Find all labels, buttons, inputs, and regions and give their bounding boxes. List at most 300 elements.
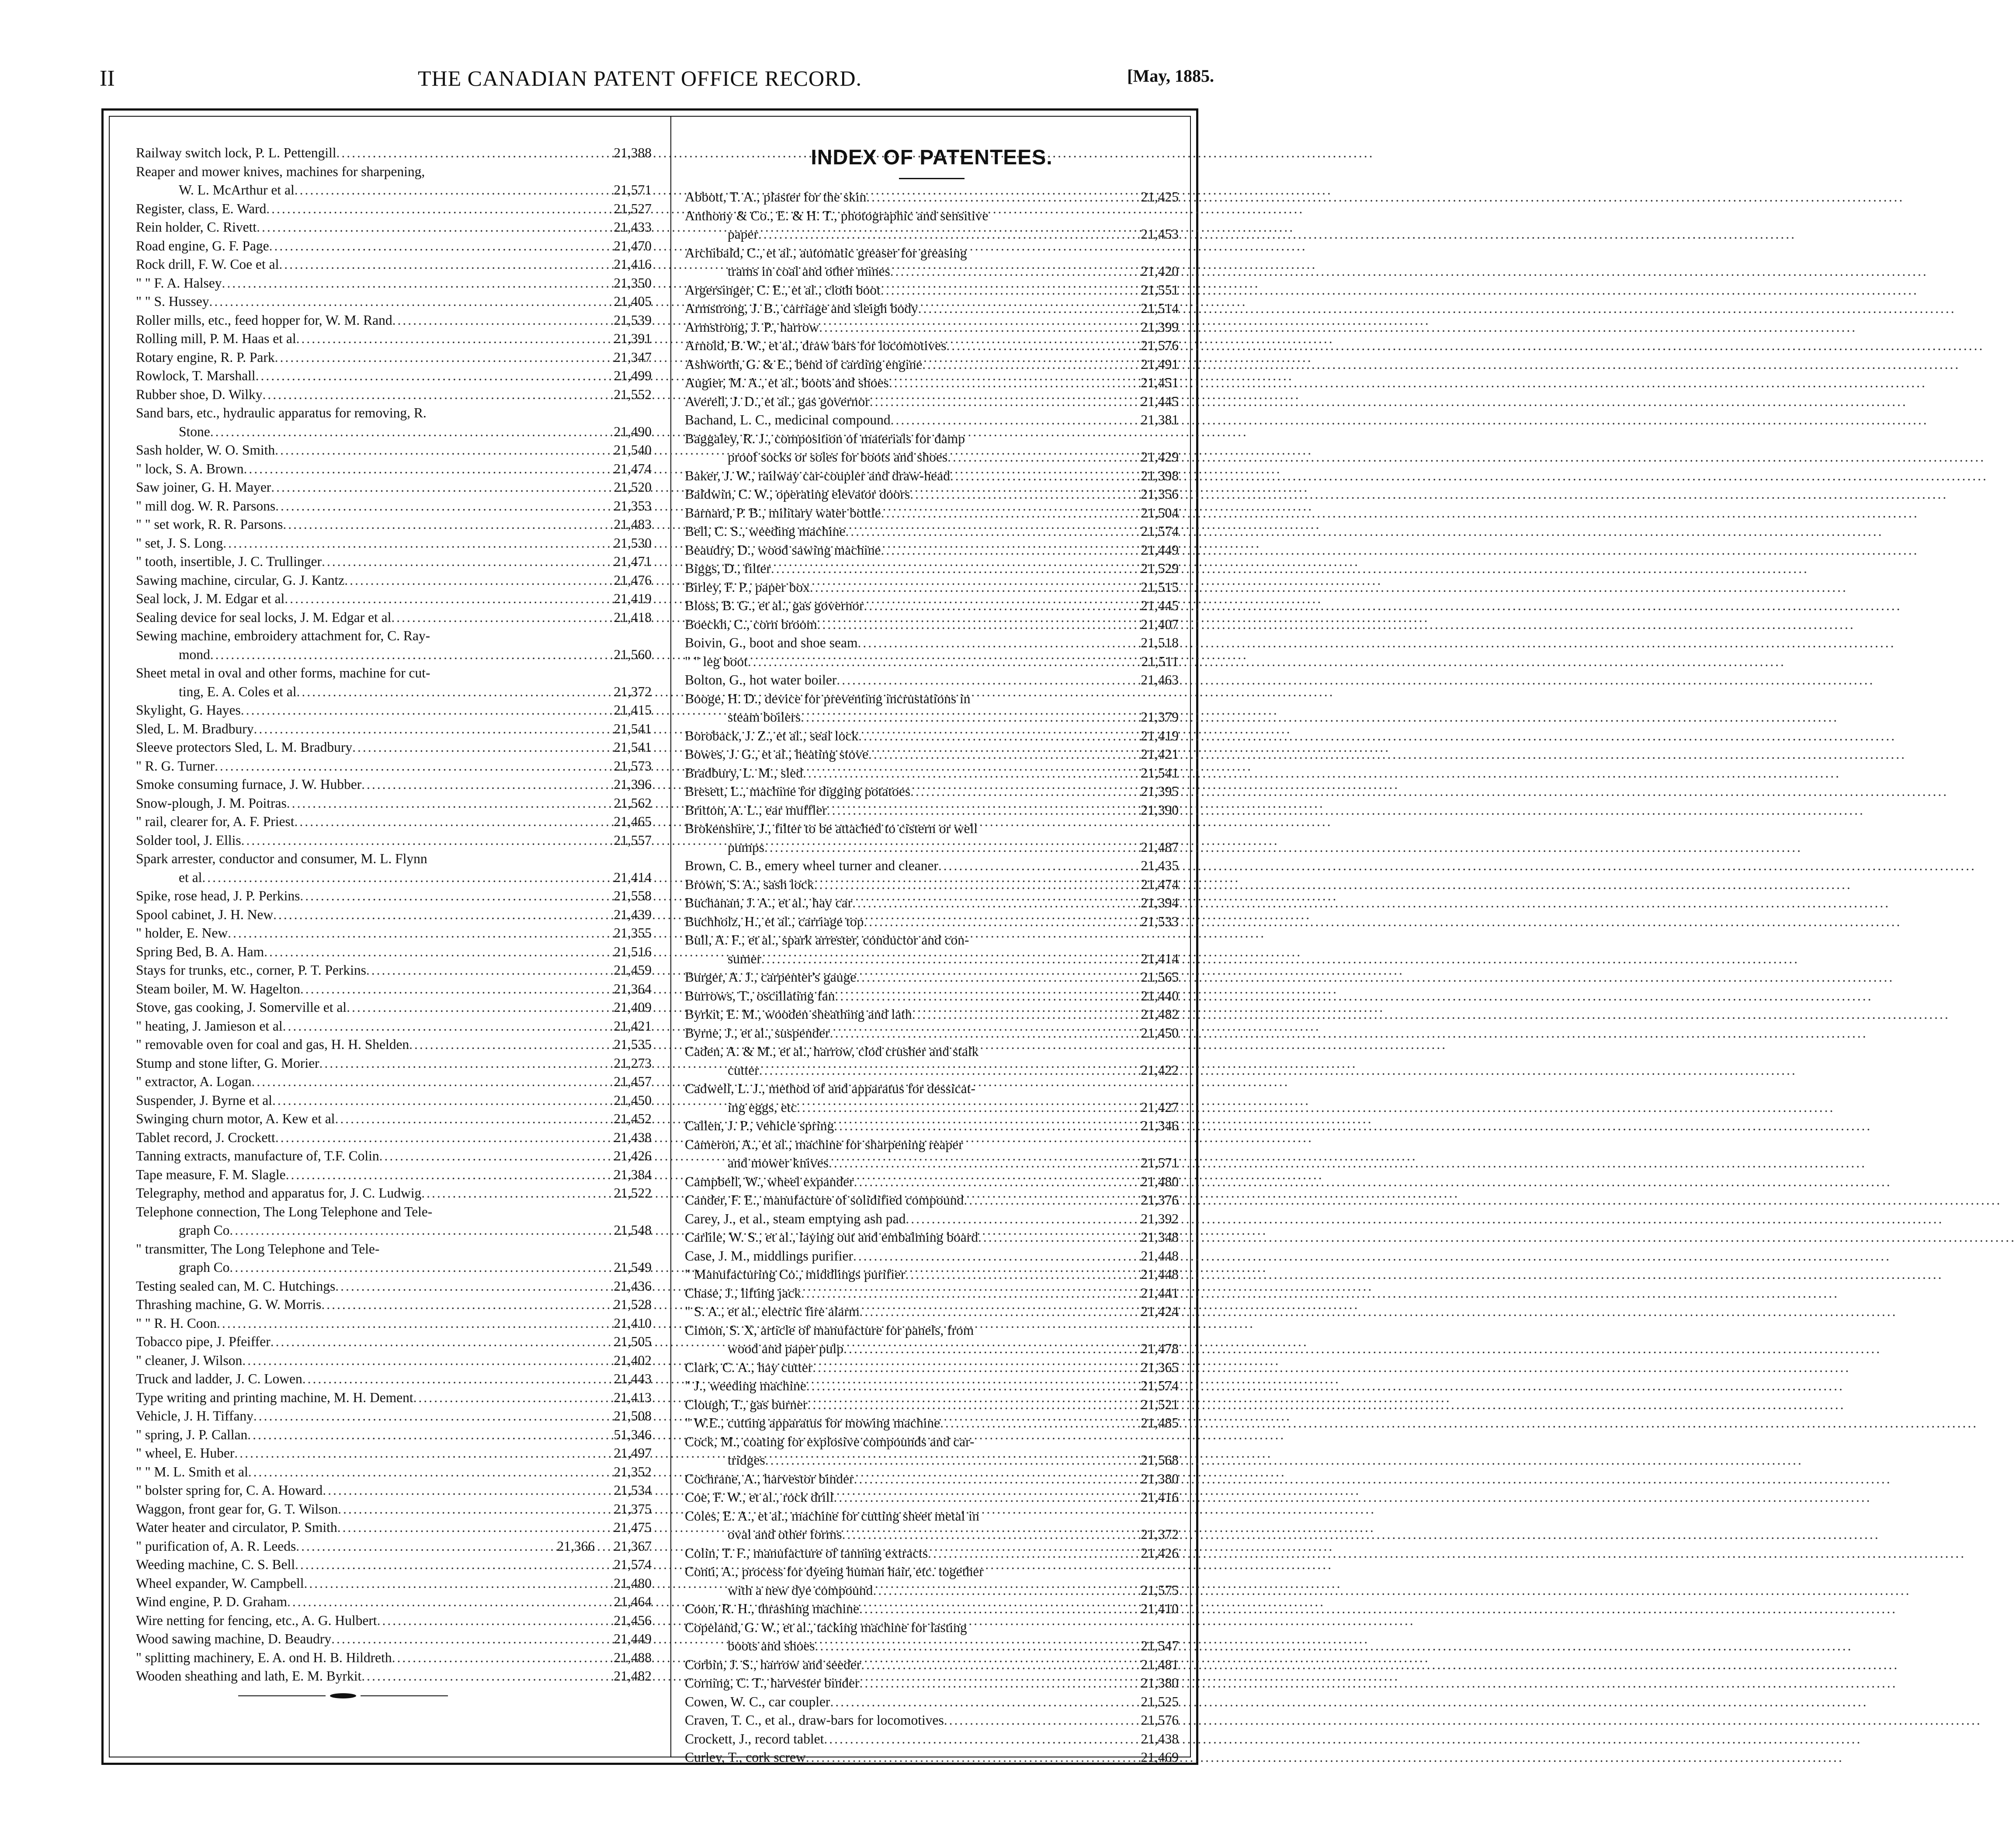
index-entry xyxy=(136,1035,652,1054)
entry-text: Smoke consuming furnace, J. W. Hubber xyxy=(136,777,362,792)
patent-number: 21,402 xyxy=(614,1352,652,1368)
dot-leader xyxy=(304,1574,595,1593)
index-entry xyxy=(136,1611,652,1630)
dot-leader xyxy=(223,534,595,553)
patent-number: 21,453 xyxy=(1141,226,1179,242)
entry-text: Type writing and printing machine, M. H. Dement xyxy=(136,1389,413,1405)
entry-text: et al xyxy=(179,869,202,885)
index-entry xyxy=(685,708,1179,727)
index-entry xyxy=(136,1463,652,1482)
entry-text: Baggaley, R. J., composition of materials for damp xyxy=(685,431,965,446)
patent-number: 21,547 xyxy=(1141,1638,1179,1653)
dot-leader xyxy=(279,255,595,274)
index-entry xyxy=(685,764,1179,783)
index-entry xyxy=(685,950,1179,969)
dot-leader xyxy=(858,727,1122,746)
patent-number: 21,438 xyxy=(1141,1731,1179,1747)
dot-leader xyxy=(758,225,1122,244)
dot-leader xyxy=(854,1173,1122,1191)
dot-leader xyxy=(392,311,595,330)
dot-leader xyxy=(870,392,1122,411)
index-entry xyxy=(136,181,652,200)
index-entry xyxy=(685,392,1179,411)
dot-leader xyxy=(271,1333,595,1351)
index-entry xyxy=(685,1674,1179,1693)
patent-number: 21,414 xyxy=(614,869,652,885)
index-entry xyxy=(685,1637,1179,1656)
entry-text: Archibald, C., et al., automatic greaser for greasing xyxy=(685,245,967,260)
patent-number: 21,450 xyxy=(1141,1025,1179,1041)
patent-number: 21,372 xyxy=(614,684,652,699)
patent-number: 21,480 xyxy=(614,1575,652,1591)
index-entry xyxy=(685,1098,1179,1117)
entry-text: Wire netting for fencing, etc., A. G. Hulbert xyxy=(136,1612,377,1628)
dot-leader xyxy=(302,1370,595,1389)
dot-leader xyxy=(835,987,1122,1006)
entry-text: Clough, T., gas burner xyxy=(685,1396,808,1412)
patent-number: 21,409 xyxy=(614,1000,652,1015)
entry-text: Averell, J. D., et al., gas governor xyxy=(685,393,870,409)
patent-number: 21,440 xyxy=(1141,988,1179,1004)
index-entry xyxy=(685,1340,1179,1358)
entry-text: Rolling mill, P. M. Haas et al xyxy=(136,331,296,346)
entry-text: " set, J. S. Long xyxy=(136,535,223,551)
index-entry xyxy=(685,857,1179,875)
dot-leader xyxy=(950,467,1122,486)
index-entry xyxy=(685,1302,1179,1321)
index-entry xyxy=(685,1154,1179,1173)
index-entry xyxy=(136,775,652,794)
patent-number: 21,459 xyxy=(614,962,652,978)
patent-number: 21,505 xyxy=(614,1334,652,1349)
dot-leader xyxy=(806,1377,1122,1396)
patent-number: 21,353 xyxy=(614,498,652,514)
patent-number: 21,557 xyxy=(614,832,652,848)
patent-number: 21,528 xyxy=(614,1297,652,1312)
entry-text: Rotary engine, R. P. Park xyxy=(136,349,275,365)
dot-leader xyxy=(275,497,595,516)
index-entry xyxy=(685,1507,1179,1526)
index-entry xyxy=(136,274,652,293)
patent-number: 21,465 xyxy=(614,814,652,829)
index-entry xyxy=(136,998,652,1017)
index-entry xyxy=(136,1240,652,1259)
entry-text: " " F. A. Halsey xyxy=(136,275,222,291)
dot-leader xyxy=(296,330,595,348)
patent-number: 21,511 xyxy=(1141,653,1179,669)
entry-text: Burger, A. J., carpenter's gauge xyxy=(685,969,857,985)
patent-number: 21,415 xyxy=(614,702,652,718)
index-entry xyxy=(136,330,652,348)
entry-text: Clark, C. A., hay cutter xyxy=(685,1359,813,1375)
patent-number: 21,379 xyxy=(1141,709,1179,725)
index-entry xyxy=(136,163,652,181)
patent-number: 21,372 xyxy=(1141,1527,1179,1542)
dot-leader xyxy=(824,1730,1122,1749)
index-entry xyxy=(685,894,1179,913)
patent-number: 21,410 xyxy=(614,1315,652,1331)
index-entry xyxy=(685,820,1179,838)
index-entry xyxy=(136,1426,652,1445)
entry-text: ing eggs, etc xyxy=(728,1099,797,1115)
entry-text: Brokenshire, J., filter to be attached to cistern or well xyxy=(685,821,978,836)
entry-text: " heating, J. Jamieson et al xyxy=(136,1018,283,1034)
entry-text: Water heater and circulator, P. Smith xyxy=(136,1520,337,1535)
patent-number: 21,485 xyxy=(1141,1415,1179,1431)
patent-number: 21,541 xyxy=(614,740,652,755)
dot-leader xyxy=(808,1396,1122,1414)
entry-text: Solder tool, J. Ellis xyxy=(136,832,241,848)
dot-leader xyxy=(881,541,1122,560)
entry-text: Stays for trunks, etc., corner, P. T. Perkins xyxy=(136,962,366,978)
entry-text: Vehicle, J. H. Tiffany xyxy=(136,1408,253,1424)
entry-text: " rail, clearer for, A. F. Priest xyxy=(136,814,295,829)
patent-number: 21,534 xyxy=(614,1483,652,1498)
entry-text: Cowen, W. C., car coupler xyxy=(685,1694,830,1709)
entry-text: cutter xyxy=(728,1062,759,1078)
dot-leader xyxy=(797,1098,1122,1117)
dot-leader xyxy=(801,1284,1122,1303)
dot-leader xyxy=(947,448,1122,467)
entry-text: " " leg boot xyxy=(685,653,748,669)
patent-number: 21,450 xyxy=(614,1092,652,1108)
entry-text: trams in coal and other mines xyxy=(728,264,890,279)
patent-number: 21,422 xyxy=(1141,1062,1179,1078)
patent-number: 21,365 xyxy=(1141,1359,1179,1375)
entry-text: " removable oven for coal and gas, H. H. Shelden xyxy=(136,1037,409,1052)
index-entry xyxy=(136,980,652,999)
dot-leader xyxy=(352,738,595,757)
patent-number: 21,348 xyxy=(1141,1229,1179,1245)
entry-text: Cameron, A., et al., machine for sharpening reaper xyxy=(685,1136,963,1152)
entry-text: Telephone connection, The Long Telephone and Tele- xyxy=(136,1204,433,1219)
entry-text: Saw joiner, G. H. Mayer xyxy=(136,479,271,495)
dot-leader xyxy=(928,1544,1122,1563)
dot-leader xyxy=(322,552,595,571)
patent-number: 21,549 xyxy=(614,1260,652,1275)
patent-number: 21,474 xyxy=(614,461,652,476)
index-entry xyxy=(136,813,652,831)
dot-leader xyxy=(228,924,595,943)
index-entry xyxy=(685,355,1179,374)
patent-number: 21,573 xyxy=(614,758,652,774)
index-entry xyxy=(685,597,1179,615)
patent-number: 21,435 xyxy=(1141,858,1179,873)
patent-number: 51,346 xyxy=(614,1427,652,1442)
patent-number: 21,533 xyxy=(1141,913,1179,929)
patent-number: 21,445 xyxy=(1141,598,1179,613)
entry-text: Skylight, G. Hayes xyxy=(136,702,241,718)
index-entry xyxy=(685,1451,1179,1470)
entry-text: Byrkit, E. M., wooden sheathing and lath xyxy=(685,1007,912,1022)
index-entry xyxy=(136,906,652,924)
index-entry xyxy=(136,460,652,479)
dot-leader xyxy=(229,1221,595,1240)
patent-number: 21,518 xyxy=(1141,635,1179,650)
dot-leader xyxy=(247,1426,595,1445)
patent-number: 21,452 xyxy=(614,1111,652,1126)
entry-text: Coles, E. A., et al., machine for cutting sheet metal in xyxy=(685,1508,979,1524)
index-entry xyxy=(685,1581,1179,1600)
index-entry xyxy=(685,1005,1179,1024)
dot-leader xyxy=(202,868,595,887)
index-entry xyxy=(685,448,1179,467)
dot-leader xyxy=(392,1649,595,1667)
patent-number: 21,515 xyxy=(1141,579,1179,595)
patent-number: 21,380 xyxy=(1141,1675,1179,1691)
index-entry xyxy=(136,1203,652,1222)
index-entry xyxy=(685,1042,1179,1061)
dot-leader xyxy=(253,1407,595,1426)
index-entry xyxy=(685,1080,1179,1098)
patent-number: 21,416 xyxy=(614,257,652,272)
dot-leader xyxy=(938,857,1122,875)
patent-number: 21,482 xyxy=(614,1668,652,1684)
index-entry xyxy=(136,497,652,516)
dot-leader xyxy=(217,1314,595,1333)
entry-text: Campbell, W., wheel expander xyxy=(685,1174,854,1189)
patent-number: 21,364 xyxy=(614,981,652,997)
entry-text: " S. A., et al., electric fire alarm xyxy=(685,1304,860,1319)
patent-number: 21,476 xyxy=(614,572,652,588)
dot-leader xyxy=(829,1154,1122,1173)
entry-text: Telegraphy, method and apparatus for, J. C. Ludwig xyxy=(136,1185,422,1201)
index-entry xyxy=(136,701,652,720)
patent-number: 21,541 xyxy=(1141,765,1179,781)
patent-number: 21,488 xyxy=(614,1649,652,1665)
patent-number: 21,394 xyxy=(1141,895,1179,910)
entry-text: " tooth, insertible, J. C. Trullinger xyxy=(136,554,322,569)
patent-number: 21,448 xyxy=(1141,1248,1179,1264)
dot-leader xyxy=(810,578,1122,597)
index-entry xyxy=(685,1061,1179,1080)
dot-leader xyxy=(271,478,595,497)
patent-number: 21,574 xyxy=(1141,1378,1179,1393)
index-entry xyxy=(136,1166,652,1184)
index-entry xyxy=(136,1277,652,1296)
index-entry xyxy=(136,1351,652,1370)
entry-text: graph Co xyxy=(179,1222,230,1238)
index-entry xyxy=(685,411,1179,430)
patent-number: 21,380 xyxy=(1141,1471,1179,1486)
entry-text: Carlile, W. S., et al., laying out and embalming board xyxy=(685,1229,979,1245)
index-of-patentees-heading: INDEX OF PATENTEES. xyxy=(811,146,1053,169)
entry-text: Stove, gas cooking, J. Somerville et al xyxy=(136,1000,347,1015)
entry-text: Boeckh, C., corn broom xyxy=(685,616,817,632)
dot-leader xyxy=(283,1017,595,1036)
dot-leader xyxy=(335,1110,595,1129)
index-entry xyxy=(136,1537,652,1556)
index-entry xyxy=(685,1024,1179,1043)
entry-text: Waggon, front gear for, G. T. Wilson xyxy=(136,1501,338,1517)
index-entry xyxy=(136,1073,652,1091)
dot-leader xyxy=(857,634,1122,653)
entry-text: Tanning extracts, manufacture of, T.F. Colin xyxy=(136,1148,379,1163)
index-entry xyxy=(136,1091,652,1110)
patent-number: 21,464 xyxy=(614,1594,652,1609)
dot-leader xyxy=(918,299,1122,318)
patent-number: 21,396 xyxy=(614,777,652,792)
index-entry xyxy=(136,738,652,757)
entry-text: boots and shoes xyxy=(728,1638,815,1653)
dot-leader xyxy=(830,1024,1122,1043)
index-entry xyxy=(136,1110,652,1129)
patent-number: 21,497 xyxy=(614,1445,652,1461)
index-entry xyxy=(136,646,652,664)
index-entry xyxy=(685,653,1179,671)
patent-number: 21,474 xyxy=(1141,876,1179,892)
dot-leader xyxy=(229,1258,595,1277)
patent-number: 21,457 xyxy=(614,1074,652,1089)
patent-number: 21,527 xyxy=(614,201,652,216)
dot-leader xyxy=(964,1191,1122,1210)
index-entry xyxy=(136,1518,652,1537)
patent-number: 21,481 xyxy=(1141,1656,1179,1672)
dot-leader xyxy=(287,1593,595,1611)
dot-leader xyxy=(269,237,595,256)
index-entry xyxy=(136,1649,652,1667)
entry-text: oval and other forms xyxy=(728,1527,842,1542)
patent-number: 21,535 xyxy=(614,1037,652,1052)
dot-leader xyxy=(978,1228,1122,1247)
patent-number: 21,376 xyxy=(1141,1192,1179,1208)
entry-text: " cleaner, J. Wilson xyxy=(136,1352,243,1368)
index-entry xyxy=(136,831,652,850)
entry-text: Reaper and mower knives, machines for sharpening, xyxy=(136,163,425,179)
dot-leader xyxy=(337,1518,595,1537)
dot-leader xyxy=(344,571,595,590)
dot-leader xyxy=(256,367,595,385)
index-entry xyxy=(136,1054,652,1073)
patent-number: 21,478 xyxy=(1141,1341,1179,1356)
patent-number: 21,384 xyxy=(614,1167,652,1182)
patent-number: 21,490 xyxy=(614,424,652,439)
entry-text: Conti, A., process for dyeing human hair, etc. together xyxy=(685,1564,984,1579)
patent-number: 21,529 xyxy=(1141,561,1179,576)
patent-number: 21,451 xyxy=(1141,375,1179,390)
patent-number: 21,421 xyxy=(1141,747,1179,762)
entry-text: " J., weeding machine xyxy=(685,1378,806,1393)
page-header xyxy=(0,66,1280,101)
entry-text: " mill dog. W. R. Parsons xyxy=(136,498,276,514)
entry-text: Sewing machine, embroidery attachment for, C. Ray- xyxy=(136,628,430,643)
patent-number: 21,427 xyxy=(1141,1099,1179,1115)
index-entry xyxy=(685,1173,1179,1191)
patent-number: 21,398 xyxy=(1141,468,1179,483)
patent-number: 21,565 xyxy=(1141,969,1179,985)
patent-number: 21,367 xyxy=(614,1538,652,1554)
entry-text: Rowlock, T. Marshall xyxy=(136,368,256,383)
dot-leader xyxy=(812,1358,1122,1377)
patentee-index-column xyxy=(685,144,1179,1767)
entry-text: Coe, F. W., et al., rock drill xyxy=(685,1490,834,1505)
entry-text: wood and paper pulp xyxy=(728,1341,844,1356)
index-entry xyxy=(136,627,652,646)
dot-leader xyxy=(761,950,1122,969)
entry-text: Augier, M. A., et al., boots and shoes xyxy=(685,375,889,390)
entry-text: Thrashing machine, G. W. Morris xyxy=(136,1297,322,1312)
entry-text: W. L. McArthur et al xyxy=(179,182,295,198)
entry-text: Cock, M., coating for explosive compounds and car- xyxy=(685,1434,975,1449)
entry-text: " purification of, A. R. Leeds xyxy=(136,1538,296,1554)
entry-text: " W.E., cutting apparatus for mowing machine xyxy=(685,1415,940,1431)
dot-leader xyxy=(833,1488,1122,1507)
entry-text: " " R. H. Coon xyxy=(136,1315,217,1331)
entry-text: Stone xyxy=(179,424,210,439)
index-entry xyxy=(136,943,652,962)
patent-number: 21,347 xyxy=(614,349,652,365)
patent-number: 21,449 xyxy=(614,1631,652,1646)
patent-number: 21,352 xyxy=(614,1464,652,1479)
index-entry xyxy=(685,1228,1179,1247)
dot-leader xyxy=(241,831,595,850)
patentee-entries xyxy=(685,188,1179,1767)
patent-number: 21,395 xyxy=(1141,784,1179,799)
dot-leader xyxy=(273,906,595,924)
index-entry xyxy=(685,1433,1179,1452)
index-entry xyxy=(685,337,1179,355)
index-entry xyxy=(685,1358,1179,1377)
entry-text: Bowes, J. G., et al., heating stove xyxy=(685,747,868,762)
index-entry xyxy=(685,615,1179,634)
index-entry xyxy=(136,534,652,553)
entry-text: Spark arrester, conductor and consumer, M. L. Flynn xyxy=(136,851,427,866)
dot-leader xyxy=(421,1184,595,1203)
patent-number: 21,424 xyxy=(1141,1304,1179,1319)
patent-number: 21,514 xyxy=(1141,301,1179,316)
patent-number: 21,416 xyxy=(1141,1490,1179,1505)
publication-title: THE CANADIAN PATENT OFFICE RECORD. xyxy=(417,66,862,90)
index-entry xyxy=(136,1667,652,1686)
entry-text: " extractor, A. Logan xyxy=(136,1074,252,1089)
index-entry xyxy=(136,1574,652,1593)
entry-text: mond xyxy=(179,646,210,662)
index-entry xyxy=(685,559,1179,578)
entry-text: Spool cabinet, J. H. New xyxy=(136,906,274,922)
patent-number: 21,413 xyxy=(614,1389,652,1405)
index-entry xyxy=(685,1563,1179,1581)
dot-leader xyxy=(210,423,595,441)
patent-number: 21,575 xyxy=(1141,1582,1179,1598)
patent-number: 21,574 xyxy=(1141,524,1179,539)
dot-leader xyxy=(845,522,1122,541)
dot-leader xyxy=(266,200,595,219)
index-entry xyxy=(136,571,652,590)
entry-text: Ashworth, G. & E., bend of carding engine xyxy=(685,356,923,372)
patent-number: 21,392 xyxy=(1141,1211,1179,1226)
dot-leader xyxy=(906,1265,1122,1284)
index-entry xyxy=(685,299,1179,318)
entry-text: Sheet metal in oval and other forms, machine for cut- xyxy=(136,665,430,681)
dot-leader xyxy=(264,943,595,962)
dot-leader xyxy=(286,1166,595,1184)
entry-text: " spring, J. P. Callan xyxy=(136,1427,248,1442)
patent-number: 21,438 xyxy=(614,1129,652,1145)
entry-text: Arnold, B. W., et al., draw bars for locomotives xyxy=(685,338,947,353)
entry-text: Cadwell, L. J., method of and apparatus for dessicat- xyxy=(685,1081,975,1096)
index-entry xyxy=(685,1488,1179,1507)
dot-leader xyxy=(843,1340,1122,1358)
entry-text: Road engine, G. F. Page xyxy=(136,238,269,253)
index-entry xyxy=(136,961,652,980)
patent-number: 21,381 xyxy=(1141,412,1179,427)
entry-text: Rubber shoe, D. Wilky xyxy=(136,386,263,402)
dot-leader xyxy=(319,1054,595,1073)
dot-leader xyxy=(910,485,1122,504)
dot-leader xyxy=(321,1295,595,1314)
dot-leader xyxy=(287,794,595,813)
dot-leader xyxy=(771,559,1122,578)
